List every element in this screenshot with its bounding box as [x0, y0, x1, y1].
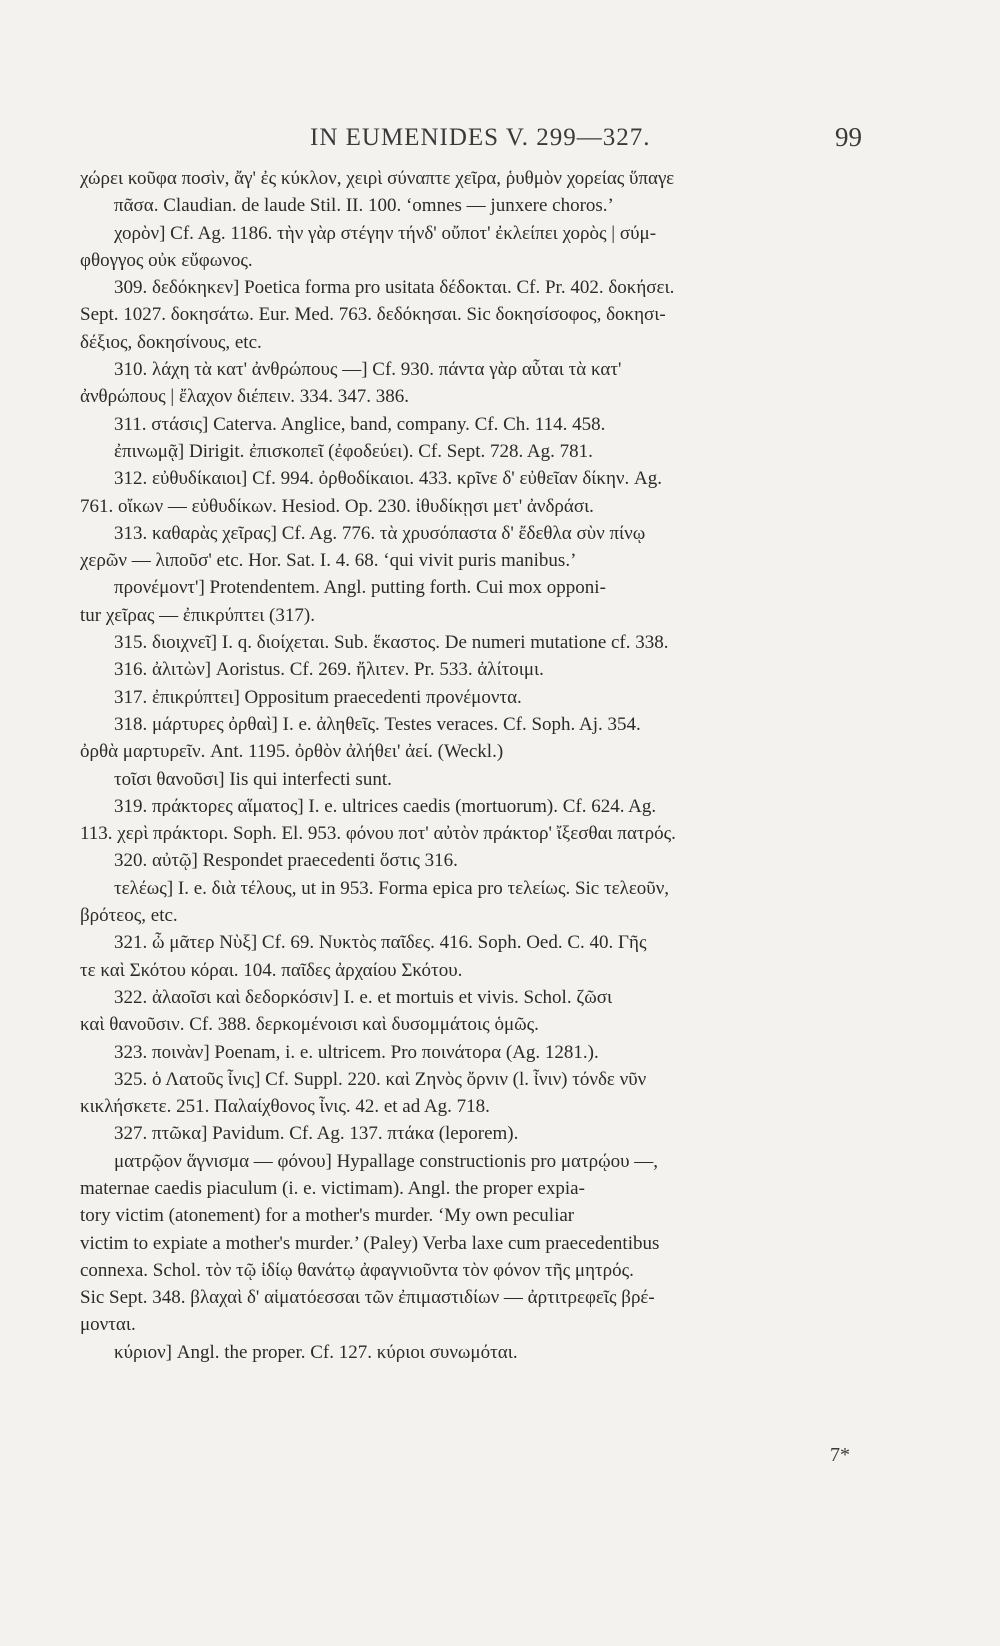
text-line: tur χεῖρας — ἐπικρύπτει (317).	[80, 604, 315, 626]
text-line: connexa. Schol. τὸν τῷ ἰδίῳ θανάτῳ ἀφαγνιοῦντα τὸν φόνον τῆς μητρός.	[80, 1259, 634, 1281]
text-line: χώρει κοῦφα ποσὶν, ἄγ' ἐς κύκλον, χειρὶ σύναπτε χεῖρα, ῥυθμὸν χορείας ὕπαγε	[80, 168, 675, 189]
text-line: 310. λάχη τὰ κατ' ἀνθρώπους —] Cf. 930. πάντα γὰρ αὗται τὰ κατ'	[114, 359, 622, 381]
text-line: ἐπινωμᾷ] Dirigit. ἐπισκοπεῖ (ἐφοδεύει). Cf. Sept. 728. Ag. 781.	[114, 440, 593, 462]
text-line: κικλήσκετε. 251. Παλαίχθονος ἶνις. 42. et ad Ag. 718.	[80, 1096, 490, 1118]
text-line: 322. ἀλαοῖσι καὶ δεδορκόσιν] I. e. et mortuis et vivis. Schol. ζῶσι	[114, 986, 613, 1008]
text-line: maternae caedis piaculum (i. e. victimam). Angl. the proper expia-	[80, 1177, 585, 1199]
text-line: victim to expiate a mother's murder.’ (Paley) Verba laxe cum praecedentibus	[80, 1232, 660, 1254]
text-line: 321. ὦ μᾶτερ Νὺξ] Cf. 69. Νυκτὸς παῖδες. 416. Soph. Oed. C. 40. Γῆς	[114, 932, 647, 954]
text-line: 323. ποινὰν] Poenam, i. e. ultricem. Pro ποινάτορα (Ag. 1281.).	[114, 1041, 599, 1063]
running-head: IN EUMENIDES V. 299—327.	[310, 124, 651, 151]
text-line: ματρῷον ἅγνισμα — φόνου] Hypallage constructionis pro ματρῴου —,	[114, 1150, 659, 1172]
text-line: 319. πράκτορες αἵματος] I. e. ultrices caedis (mortuorum). Cf. 624. Ag.	[114, 795, 657, 817]
text-line: 113. χερὶ πράκτορι. Soph. El. 953. φόνου ποτ' αὐτὸν πράκτορ' ἴξεσθαι πατρός.	[80, 823, 676, 845]
text-line: 312. εὐθυδίκαιοι] Cf. 994. ὀρθοδίκαιοι. 433. κρῖνε δ' εὐθεῖαν δίκην. Ag.	[114, 468, 662, 490]
text-line: 318. μάρτυρες ὀρθαὶ] I. e. ἀληθεῖς. Testes veraces. Cf. Soph. Aj. 354.	[114, 713, 641, 735]
text-line: τε καὶ Σκότου κόραι. 104. παῖδες ἀρχαίου Σκότου.	[80, 959, 463, 981]
text-line: πᾶσα. Claudian. de laude Stil. II. 100. ‘omnes — junxere choros.’	[114, 195, 614, 217]
text-line: ὀρθὰ μαρτυρεῖν. Ant. 1195. ὀρθὸν ἀλήθει' ἀεί. (Weckl.)	[80, 741, 504, 763]
text-line: 309. δεδόκηκεν] Poetica forma pro usitata δέδοκται. Cf. Pr. 402. δοκήσει.	[114, 277, 675, 299]
text-line: καὶ θανοῦσιν. Cf. 388. δερκομένοισι καὶ δυσομμάτοις ὁμῶς.	[80, 1014, 539, 1036]
page-header	[0, 118, 1000, 158]
text-line: δέξιος, δοκησίνους, etc.	[80, 331, 262, 353]
text-line: Sic Sept. 348. βλαχαὶ δ' αἱματόεσσαι τῶν ἐπιμαστιδίων — ἀρτιτρεφεῖς βρέ-	[80, 1287, 655, 1309]
page-number: 99	[835, 122, 862, 152]
text-line: προνέμοντ'] Protendentem. Angl. putting forth. Cui mox opponi-	[114, 577, 606, 599]
text-line: 311. στάσις] Caterva. Anglice, band, company. Cf. Ch. 114. 458.	[114, 413, 606, 435]
text-line: τοῖσι θανοῦσι] Iis qui interfecti sunt.	[114, 768, 392, 790]
text-line: 327. πτῶκα] Pavidum. Cf. Ag. 137. πτάκα (leporem).	[114, 1123, 519, 1145]
text-line: χορὸν] Cf. Ag. 1186. τὴν γὰρ στέγην τήνδ' οὔποτ' ἐκλείπει χορὸς | σύμ-	[114, 222, 657, 244]
text-line: 761. οἴκων — εὐθυδίκων. Hesiod. Op. 230. ἰθυδίκῃσι μετ' ἀνδράσι.	[80, 495, 594, 517]
text-line: 313. καθαρὰς χεῖρας] Cf. Ag. 776. τὰ χρυσόπαστα δ' ἔδεθλα σὺν πίνῳ	[114, 522, 646, 544]
text-line: ἀνθρώπους | ἔλαχον διέπειν. 334. 347. 386.	[80, 386, 410, 408]
text-line: 316. ἀλιτὼν] Aoristus. Cf. 269. ἤλιτεν. Pr. 533. ἀλίτοιμι.	[114, 659, 544, 681]
text-line: Sept. 1027. δοκησάτω. Eur. Med. 763. δεδόκησαι. Sic δοκησίσοφος, δοκησι-	[80, 304, 666, 326]
text-line: tory victim (atonement) for a mother's murder. ‘My own peculiar	[80, 1205, 575, 1227]
text-line: 315. διοιχνεῖ] I. q. διοίχεται. Sub. ἕκαστος. De numeri mutatione cf. 338.	[114, 632, 669, 654]
text-line: 320. αὐτῷ] Respondet praecedenti ὅστις 316.	[114, 850, 458, 872]
text-line: φθογγος οὐκ εὔφωνος.	[80, 249, 253, 271]
text-line: βρότεος, etc.	[80, 905, 178, 927]
text-line: 317. ἐπικρύπτει] Oppositum praecedenti προνέμοντα.	[114, 686, 522, 708]
signature-mark: 7*	[830, 1444, 850, 1466]
text-line: τελέως] I. e. διὰ τέλους, ut in 953. Forma epica pro τελείως. Sic τελεοῦν,	[114, 877, 670, 899]
text-line: 325. ὁ Λατοῦς ἶνις] Cf. Suppl. 220. καὶ Ζηνὸς ὄρνιν (l. ἶνιν) τόνδε νῦν	[114, 1068, 647, 1090]
text-line: χερῶν — λιποῦσ' etc. Hor. Sat. I. 4. 68. ‘qui vivit puris manibus.’	[80, 550, 577, 572]
text-line: μονται.	[80, 1314, 136, 1336]
text-line: κύριον] Angl. the proper. Cf. 127. κύριοι συνωμόται.	[114, 1341, 518, 1363]
commentary-text	[80, 165, 870, 1366]
